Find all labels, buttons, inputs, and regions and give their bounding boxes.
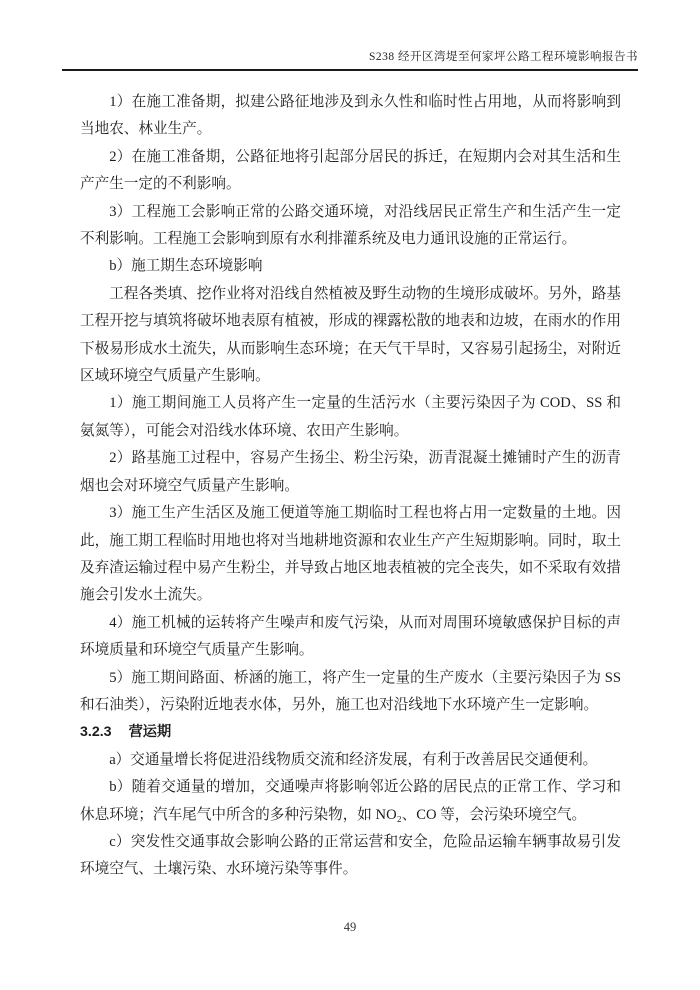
header-title: S238 经开区湾堤至何家坪公路工程环境影响报告书 [368,51,638,63]
paragraph: 1）施工期间施工人员将产生一定量的生活污水（主要污染因子为 COD、SS 和氨氮等），可能会对沿线水体环境、农田产生影响。 [80,395,621,439]
paragraph: 3）工程施工会影响正常的公路交通环境，对沿线居民正常生产和生活产生一定不利影响。工程施工会影响到原有水利排灌系统及电力通讯设施的正常运行。 [80,203,621,248]
header-rule [62,69,638,71]
paragraph: a）交通量增长将促进沿线物质交流和经济发展，有利于改善居民交通便利。 [109,751,598,768]
paragraph: 2）在施工准备期，公路征地将引起部分居民的拆迁，在短期内会对其生活和生产产生一定的不利影响。 [80,148,621,193]
paragraph: 4）施工机械的运转将产生噪声和废气污染，从而对周围环境敏感保护目标的声环境质量和环境空气质量产生影响。 [80,614,621,659]
paragraph: 工程各类填、挖作业将对沿线自然植被及野生动物的生境形成破坏。另外，路基工程开挖与填筑将破坏地表原有植被，形成的裸露松散的地表和边坡，在雨水的作用下极易形成水土流失，从而影响生态环境；在天气干旱时，又容易引起扬尘，对附近区域环境空气质量产生影响。 [80,285,621,385]
paragraph: 5）施工期间路面、桥涵的施工，将产生一定量的生产废水（主要污染因子为 SS 和石油类），污染附近地表水体，另外，施工也对沿线地下水环境产生一定影响。 [80,669,621,713]
paragraph: c）突发性交通事故会影响公路的正常运营和安全，危险品运输车辆事故易引发环境空气、土壤污染、水环境污染等事件。 [80,833,621,878]
paragraph: b）施工期生态环境影响 [109,258,263,275]
paragraph: 2）路基施工过程中，容易产生扬尘、粉尘污染，沥青混凝土摊铺时产生的沥青烟也会对环境空气质量产生影响。 [80,450,621,494]
document-body [80,89,621,884]
page-header [62,50,638,71]
section-heading-3-2-3 [80,719,621,746]
section-heading-title: 营运期 [128,724,172,741]
page-number: 49 [343,920,357,934]
paragraph: b）随着交通量的增加，交通噪声将影响邻近公路的居民点的正常工作、学习和休息环境；汽车尾气中所含的多种污染物，如 NO₂、CO 等，会污染环境空气。 [80,779,621,823]
paragraph: 3）施工生产生活区及施工便道等施工期临时工程也将占用一定数量的土地。因此，施工期工程临时用地也将对当地耕地资源和农业生产产生短期影响。同时，取土及弃渣运输过程中易产生粉尘，并导致占地区地表植被的完全丧失，如不采取有效措施会引发水土流失。 [80,505,621,604]
section-heading-number: 3.2.3 [80,724,112,741]
page-footer [0,920,700,935]
paragraph: 1）在施工准备期，拟建公路征地涉及到永久性和临时性占用地，从而将影响到当地农、林业生产。 [80,94,621,138]
